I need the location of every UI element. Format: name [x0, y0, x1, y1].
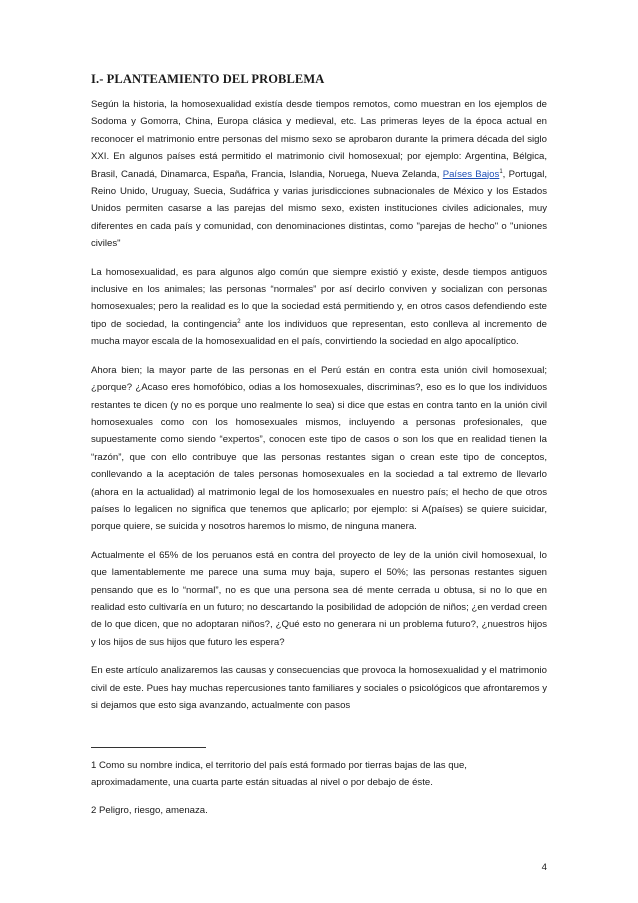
paragraph-5: En este artículo analizaremos las causas y consecuencias que provoca la homosexualidad y el matrimonio civil de este. Pues hay muchas repercusiones tanto familiares y sociales o psicológicos que afrontaremos y si dejamos que esto siga avanzando, actualmente con pasos: [91, 665, 547, 711]
paragraph-4: Actualmente el 65% de los peruanos está en contra del proyecto de ley de la unión civil homosexual, lo que lamentablemente me parece una suma muy baja, supero el 50%; las personas restantes siguen pensando que es lo “normal”, no es que una persona sea dé mente cerrada u obtusa, si no lo que en realidad esto cultivaría en un futuro; no descartando la posibilidad de adopción de niños; ¿en verdad creen de lo que dicen, que no adoptaran niños?, ¿Qué esto no generara ni un problema futuro?, ¿nuestros hijos y los hijos de sus hijos que futuro les espera?: [91, 549, 547, 648]
footnotes: [91, 757, 547, 819]
paragraph-1-text-a: Según la historia, la homosexualidad existía desde tiempos remotos, como muestran en los ejemplos de Sodoma y Gomorra, China, Europa clásica y medieval, etc. Las primeras leyes de la época actual en reconocer el matrimonio entre personas del mismo sexo se aprobaron durante la primera década del siglo XXI. En algunos países está permitido el matrimonio civil homosexual; por ejemplo: Argentina, Bélgica, Brasil, Canadá, Dinamarca, España, Francia, Islandia, Noruega, Nueva Zelanda,: [91, 99, 547, 180]
paragraph-1-text-b: , Portugal, Reino Unido, Uruguay, Suecia, Sudáfrica y varias jurisdicciones subnacionales de México y los Estados Unidos permiten casarse a las parejas del mismo sexo, existen instituciones civiles adicionales, muy diferentes en cada país y comunidad, con denominaciones distintas, como "parejas de hecho" o "uniones civiles": [91, 168, 548, 250]
footnote-ref-1[interactable]: 1: [499, 168, 503, 175]
footnote-2: 2 Peligro, riesgo, amenaza.: [91, 804, 208, 816]
footnote-1: 1 Como su nombre indica, el territorio del país está formado por tierras bajas de las que, aproximadamente, una cuarta parte están situadas al nivel o por debajo de éste.: [91, 760, 467, 789]
paragraph-2: [91, 264, 547, 351]
document-body: [91, 72, 547, 714]
paragraph-1: [91, 96, 547, 253]
footnote-separator: [91, 747, 206, 748]
footnote-ref-2[interactable]: 2: [237, 318, 241, 325]
section-title: I.- PLANTEAMIENTO DEL PROBLEMA: [91, 72, 325, 86]
paises-bajos-link[interactable]: Países Bajos: [442, 168, 500, 180]
paragraph-2-text-a: La homosexualidad, es para algunos algo común que siempre existió y existe, desde tiempos antiguos inclusive en los animales; las personas “normales” por así decirlo conviven y socializan con personas homosexuales; pero la realidad es lo que la sociedad está permitiendo y, en otros casos defendiendo este tipo de sociedad, la contingencia: [91, 266, 547, 330]
paragraph-3: Ahora bien; la mayor parte de las personas en el Perú están en contra esta unión civil homosexual; ¿porque? ¿Acaso eres homofóbico, odias a los homosexuales, discriminas?, eso es lo que los individuos restantes te dicen (y no es porque uno realmente lo sea) si dice que estas en contra tanto en la unión civil homosexuales como con los homosexuales mismos, incluyendo a personas profesionales, que supuestamente como siendo “expertos”, conocen este tipo de casos o son los que en realidad tienen la “razón”, que con ello contribuye que las personas restantes sigan o crean este tipo de conceptos, conllevando a la aceptación de tales personas homosexuales en la sociedad a tal extremo de llevarlo (ahora en la actualidad) al matrimonio legal de los homosexuales en nuestro país; el hecho de que otros países lo legalicen no significa que tenemos que aplicarlo; por ejemplo: si A(países) se quiere suicidar, porque quiere, se suicida y nosotros haremos lo mismo, de ninguna manera.: [91, 364, 547, 533]
paragraph-2-text-b: ante los individuos que representan, esto conlleva al incremento de mucha mayor escala de la homosexualidad en el país, convirtiendo la sociedad en algo apocalíptico.: [91, 318, 548, 348]
page-number: 4: [541, 862, 547, 873]
